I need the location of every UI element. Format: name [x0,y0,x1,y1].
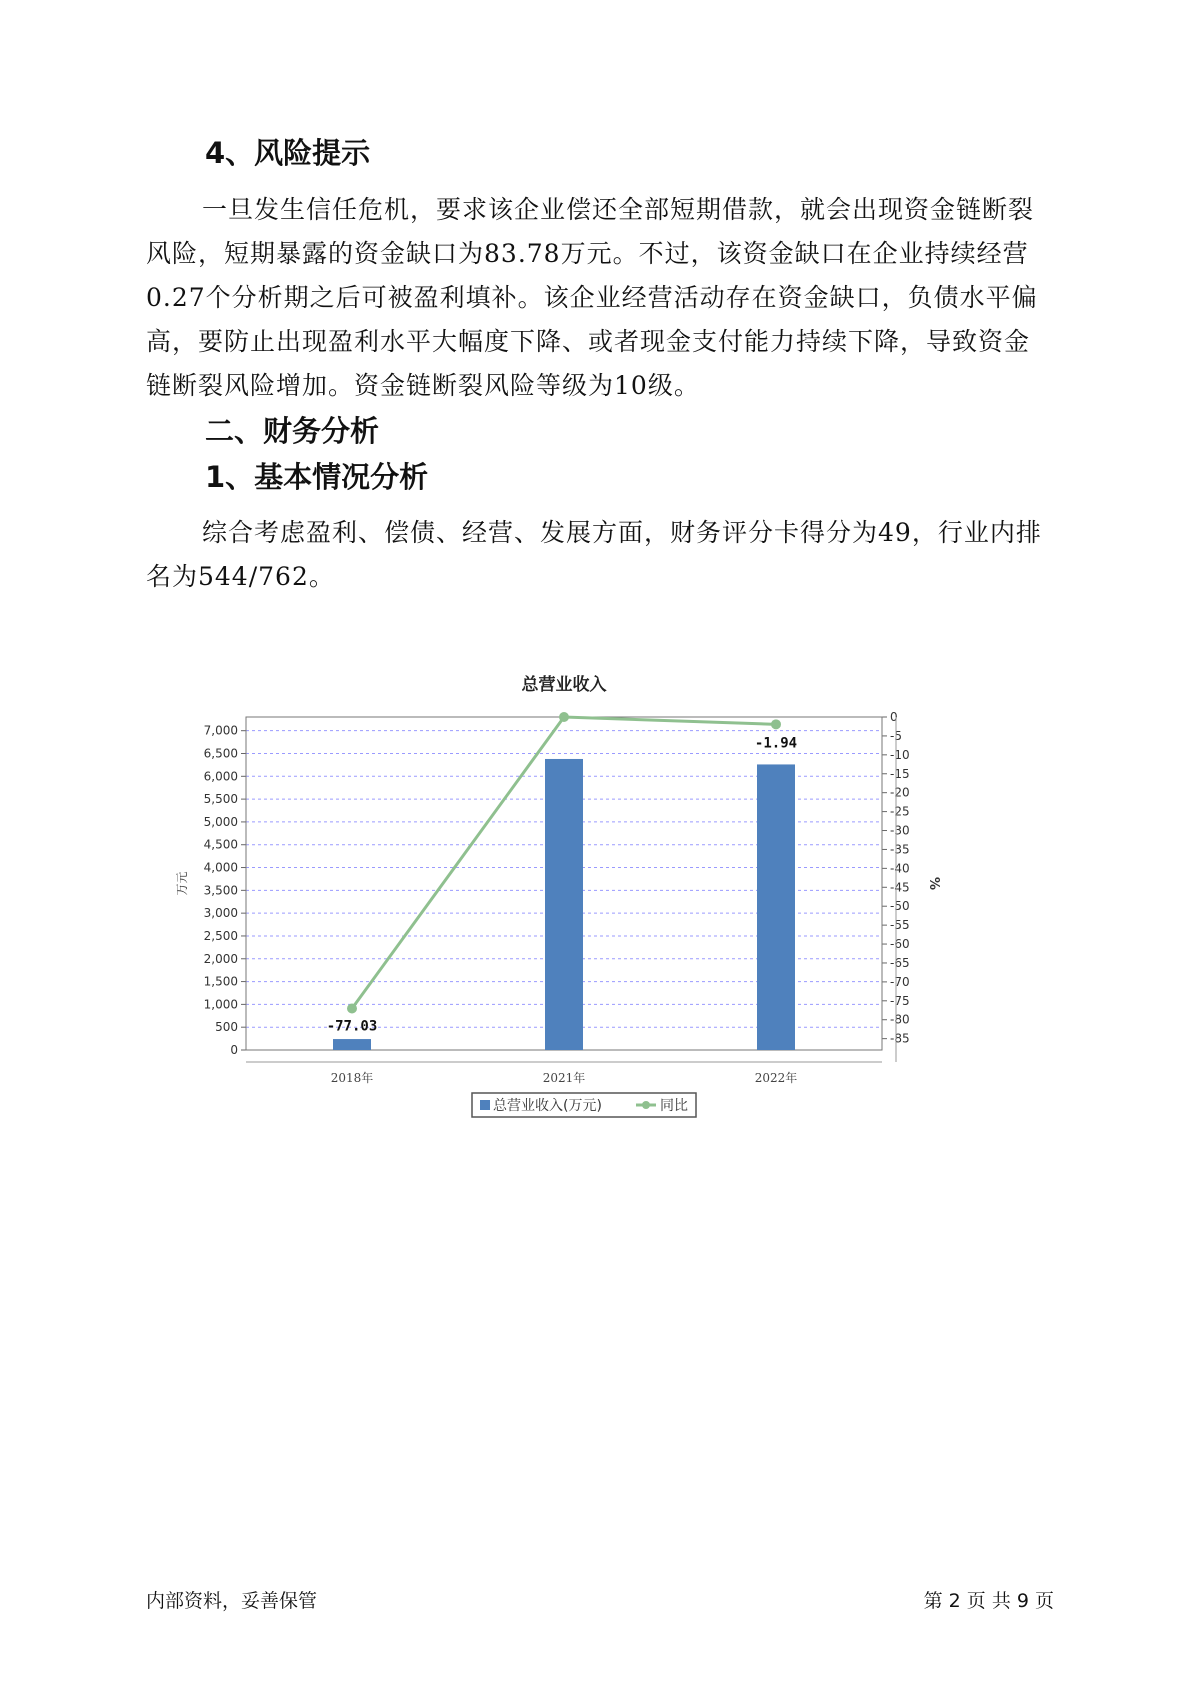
y-tick-label: 6,500 [203,746,238,761]
y2-tick-label: -5 [890,728,902,743]
section-heading-basic-analysis: 1、基本情况分析 [205,460,429,494]
y-tick-label: 500 [215,1020,238,1035]
x-tick-label: 2021年 [542,1071,586,1085]
risk-paragraph [146,188,1046,408]
x-tick-label: 2022年 [754,1071,798,1085]
revenue-chart [170,665,970,1125]
data-label: -1.94 [754,735,798,752]
y2-tick-label: -35 [890,842,910,857]
y2-tick-label: -25 [890,804,910,819]
y-tick-label: 4,500 [203,837,238,852]
y-tick-label: 2,500 [203,928,238,943]
y2-tick-label: -15 [890,766,910,781]
legend-swatch-bar [480,1100,490,1110]
line-point [771,719,781,729]
y2-tick-label: 0 [890,710,898,724]
line-point [559,712,569,722]
footer-page-number: 第 2 页 共 9 页 [923,1590,1054,1612]
line-point [347,1003,357,1013]
y2-tick-label: -50 [890,899,910,914]
bar [757,764,795,1050]
bar [545,759,583,1050]
y-tick-label: 0 [230,1043,238,1057]
y2-tick-label: -40 [890,861,910,876]
footer-confidential: 内部资料，妥善保管 [146,1590,318,1612]
y2-tick-label: -65 [890,955,910,970]
revenue-chart-svg [170,665,970,1125]
y2-tick-label: -55 [890,918,910,933]
bar [333,1039,371,1050]
legend-label-line: 同比 [660,1098,688,1114]
y-tick-label: 3,500 [203,883,238,898]
y-tick-label: 7,000 [203,723,238,738]
risk-paragraph-text: 一旦发生信任危机，要求该企业偿还全部短期借款，就会出现资金链断裂风险，短期暴露的资金缺口为83.78万元。不过，该资金缺口在企业持续经营 0.27个分析期之后可被盈利填补。该企业经营活动存在资金缺口，负债水平偏高，要防止出现盈利水平大幅度下降、或者现金支付能力持续下降，导致资金链断裂风险增加。资金链断裂风险等级为10级。 [146,195,1038,400]
y-tick-label: 5,000 [203,814,238,829]
data-label: -77.03 [326,1018,378,1035]
y2-tick-label: -70 [890,974,910,989]
y-tick-label: 5,500 [203,792,238,807]
y2-tick-label: -30 [890,823,910,838]
y2-tick-label: -75 [890,993,910,1008]
y-tick-label: 6,000 [203,769,238,784]
y2-tick-label: -80 [890,1012,910,1027]
y-tick-label: 2,000 [203,951,238,966]
y2-axis-label: % [926,876,941,891]
legend-label-bar: 总营业收入(万元) [493,1098,602,1114]
chart-title: 总营业收入 [521,675,607,695]
section-heading-financial-analysis: 二、财务分析 [205,414,380,448]
y2-tick-label: -60 [890,937,910,952]
basic-analysis-text: 综合考虑盈利、偿债、经营、发展方面，财务评分卡得分为49，行业内排名为544/762。 [146,518,1042,591]
y-tick-label: 1,000 [203,997,238,1012]
y-axis-label: 万元 [175,871,189,896]
y2-tick-label: -45 [890,880,910,895]
y2-tick-label: -20 [890,785,910,800]
section-heading-risk: 4、风险提示 [205,136,371,170]
y2-tick-label: -10 [890,747,910,762]
y-tick-label: 3,000 [203,906,238,921]
y-tick-label: 4,000 [203,860,238,875]
y2-tick-label: -85 [890,1031,910,1046]
basic-analysis-paragraph [146,511,1046,599]
x-tick-label: 2018年 [330,1071,374,1085]
legend-swatch-point [642,1101,650,1109]
y-tick-label: 1,500 [203,974,238,989]
